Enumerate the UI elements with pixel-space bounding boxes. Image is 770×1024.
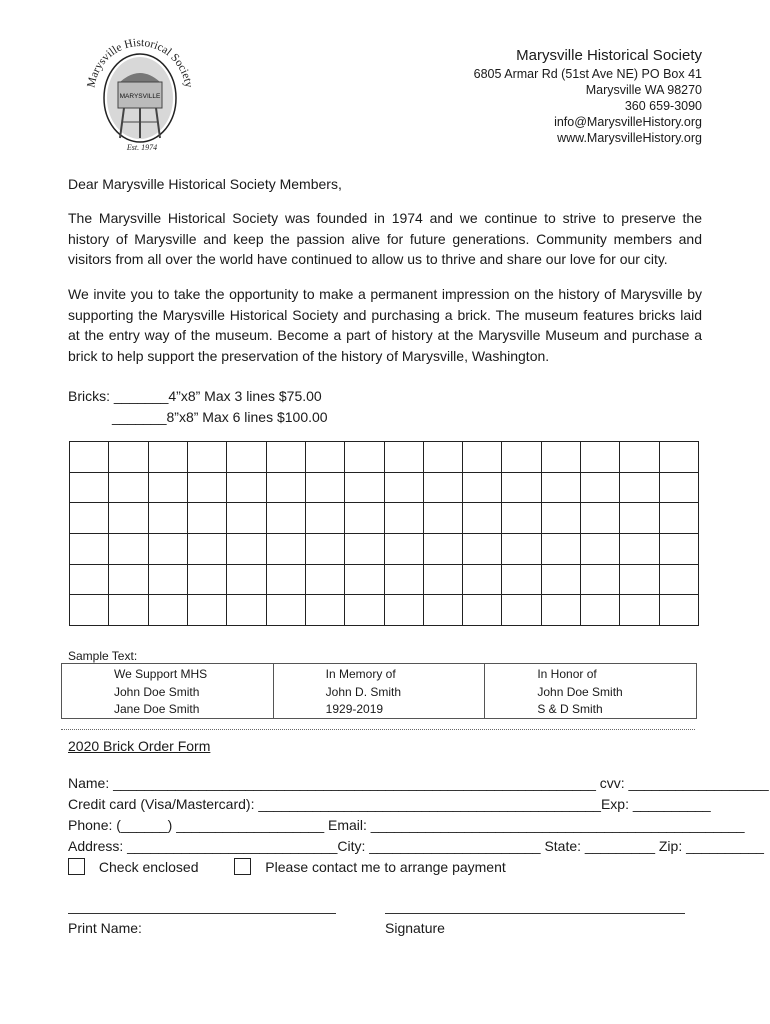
paragraph-founding: The Marysville Historical Society was founded in 1974 and we continue to strive to preserve the history of Marysville and keep the passion alive for future generations. Community members and visitors from all over the world have continued to allow us to thrive and share our love for our city. [68,210,702,267]
grid-cell[interactable] [187,564,226,595]
grid-cell[interactable] [541,595,580,626]
grid-cell[interactable] [659,564,698,595]
salutation: Dear Marysville Historical Society Members, [68,176,342,192]
sample-column-support [62,664,274,718]
grid-cell[interactable] [541,533,580,564]
grid-cell[interactable] [463,595,502,626]
grid-cell[interactable] [70,442,109,473]
grid-cell[interactable] [305,533,344,564]
credit-card-field-line[interactable]: Credit card (Visa/Mastercard): ____________________________________________Exp: __________ [68,796,711,812]
grid-cell[interactable] [502,503,541,534]
grid-cell[interactable] [463,442,502,473]
payment-options [68,858,506,875]
grid-cell[interactable] [187,503,226,534]
grid-cell[interactable] [266,472,305,503]
society-logo [84,26,196,156]
brick-text-grid[interactable] [69,441,699,626]
grid-cell[interactable] [345,442,384,473]
grid-cell[interactable] [423,533,462,564]
sample-line: In Memory of [325,667,396,681]
grid-cell[interactable] [581,442,620,473]
grid-cell[interactable] [305,564,344,595]
sample-line: In Honor of [537,667,597,681]
sample-line: John Doe Smith [537,684,623,699]
grid-cell[interactable] [345,472,384,503]
order-form-title: 2020 Brick Order Form [68,738,211,754]
grid-cell[interactable] [227,442,266,473]
grid-cell[interactable] [384,533,423,564]
grid-cell[interactable] [502,442,541,473]
grid-cell[interactable] [345,533,384,564]
grid-cell[interactable] [581,472,620,503]
grid-cell[interactable] [305,595,344,626]
grid-cell[interactable] [581,595,620,626]
org-address-line1: 6805 Armar Rd (51st Ave NE) PO Box 41 [473,67,702,81]
grid-cell[interactable] [148,442,187,473]
grid-cell[interactable] [187,442,226,473]
grid-cell[interactable] [463,472,502,503]
grid-cell[interactable] [384,564,423,595]
contact-me-checkbox[interactable] [234,858,251,875]
phone-email-field-line[interactable]: Phone: (______) ___________________ Email: ________________________________________________ [68,817,745,833]
grid-cell[interactable] [541,564,580,595]
print-name-label: Print Name: [68,920,142,936]
grid-cell[interactable] [109,472,148,503]
grid-cell[interactable] [266,533,305,564]
grid-cell[interactable] [266,442,305,473]
cut-line-divider [61,729,695,730]
grid-cell[interactable] [148,564,187,595]
grid-cell[interactable] [463,503,502,534]
grid-cell[interactable] [463,533,502,564]
grid-cell[interactable] [620,472,659,503]
logo-arc-text: Marysville Historical Society [85,36,195,89]
sample-column-memory [274,664,486,718]
grid-cell[interactable] [70,595,109,626]
grid-cell[interactable] [659,503,698,534]
grid-cell[interactable] [620,533,659,564]
grid-cell[interactable] [187,533,226,564]
paragraph-invitation: We invite you to take the opportunity to make a permanent impression on the history of Marysville by supporting the Marysville Historical Society and purchasing a brick. The museum features bricks laid at the entry way of the museum. Become a part of history at the Marysville Museum and purchase a brick to help support the preservation of the history of Marysville, Washington. [68,286,702,364]
grid-cell[interactable] [620,442,659,473]
grid-cell[interactable] [227,595,266,626]
grid-cell[interactable] [502,472,541,503]
grid-cell[interactable] [659,472,698,503]
grid-cell[interactable] [541,503,580,534]
grid-cell[interactable] [227,503,266,534]
grid-cell[interactable] [305,503,344,534]
grid-cell[interactable] [541,472,580,503]
grid-cell[interactable] [423,503,462,534]
print-name-line[interactable] [68,913,336,914]
logo-tank-text: MARYSVILLE [119,93,161,100]
grid-cell[interactable] [384,503,423,534]
grid-cell[interactable] [659,533,698,564]
sample-line: John Doe Smith [114,684,200,699]
grid-cell[interactable] [384,595,423,626]
grid-cell[interactable] [659,595,698,626]
grid-cell[interactable] [227,564,266,595]
grid-cell[interactable] [70,564,109,595]
grid-cell[interactable] [502,533,541,564]
grid-cell[interactable] [70,533,109,564]
org-address-line2: Marysville WA 98270 [585,83,702,97]
org-email: info@MarysvilleHistory.org [554,115,702,129]
check-enclosed-label: Check enclosed [98,859,199,875]
grid-cell[interactable] [109,595,148,626]
grid-cell[interactable] [581,533,620,564]
sample-text-box [61,663,697,719]
grid-cell[interactable] [620,503,659,534]
signature-label: Signature [385,920,445,936]
grid-cell[interactable] [266,564,305,595]
grid-cell[interactable] [620,595,659,626]
sample-line: John D. Smith [325,684,402,699]
grid-cell[interactable] [187,595,226,626]
grid-cell[interactable] [266,503,305,534]
grid-cell[interactable] [345,503,384,534]
grid-cell[interactable] [502,564,541,595]
address-field-line[interactable]: Address: ___________________________City: ______________________ State: _________ Zip: __________ [68,838,764,854]
grid-cell[interactable] [305,472,344,503]
brick-options [68,386,328,428]
brick-option-4x8[interactable]: _______4”x8” Max 3 lines $75.00 [113,388,322,404]
sample-line: We Support MHS [114,667,208,681]
grid-cell[interactable] [345,595,384,626]
sample-text-title: Sample Text: [68,649,138,663]
grid-cell[interactable] [502,595,541,626]
check-enclosed-checkbox[interactable] [68,858,85,875]
grid-cell[interactable] [187,472,226,503]
grid-cell[interactable] [541,442,580,473]
org-address-block [474,46,702,146]
sample-line: 1929-2019 [325,702,384,716]
grid-cell[interactable] [581,503,620,534]
grid-row [70,503,699,534]
grid-cell[interactable] [148,595,187,626]
grid-cell[interactable] [109,564,148,595]
grid-row [70,595,699,626]
grid-cell[interactable] [384,442,423,473]
grid-cell[interactable] [659,442,698,473]
grid-cell[interactable] [423,595,462,626]
grid-cell[interactable] [423,442,462,473]
grid-cell[interactable] [148,472,187,503]
grid-cell[interactable] [581,564,620,595]
grid-cell[interactable] [345,564,384,595]
grid-cell[interactable] [148,533,187,564]
org-phone: 360 659-3090 [624,99,702,113]
org-name: Marysville Historical Society [516,47,702,64]
contact-me-label: Please contact me to arrange payment [265,859,506,875]
grid-cell[interactable] [109,503,148,534]
grid-cell[interactable] [423,472,462,503]
grid-cell[interactable] [463,564,502,595]
signature-line[interactable] [385,913,685,914]
grid-row [70,533,699,564]
sample-column-honor [485,664,696,718]
grid-row [70,442,699,473]
sample-line: S & D Smith [537,702,603,716]
grid-cell[interactable] [70,472,109,503]
grid-cell[interactable] [266,595,305,626]
grid-cell[interactable] [109,533,148,564]
org-website: www.MarysvilleHistory.org [557,131,702,145]
grid-cell[interactable] [227,533,266,564]
grid-cell[interactable] [227,472,266,503]
grid-cell[interactable] [305,442,344,473]
brick-option-8x8[interactable]: _______8”x8” Max 6 lines $100.00 [112,409,328,425]
bricks-label: Bricks: [68,388,114,404]
sample-line: Jane Doe Smith [114,702,200,716]
grid-cell[interactable] [70,503,109,534]
grid-cell[interactable] [423,564,462,595]
grid-cell[interactable] [620,564,659,595]
grid-row [70,564,699,595]
grid-cell[interactable] [109,442,148,473]
grid-cell[interactable] [148,503,187,534]
grid-cell[interactable] [384,472,423,503]
name-cvv-field-line[interactable]: Name: ______________________________________________________________ cvv: __________________ [68,775,769,791]
logo-est-text: Est. 1974 [126,143,158,152]
grid-row [70,472,699,503]
